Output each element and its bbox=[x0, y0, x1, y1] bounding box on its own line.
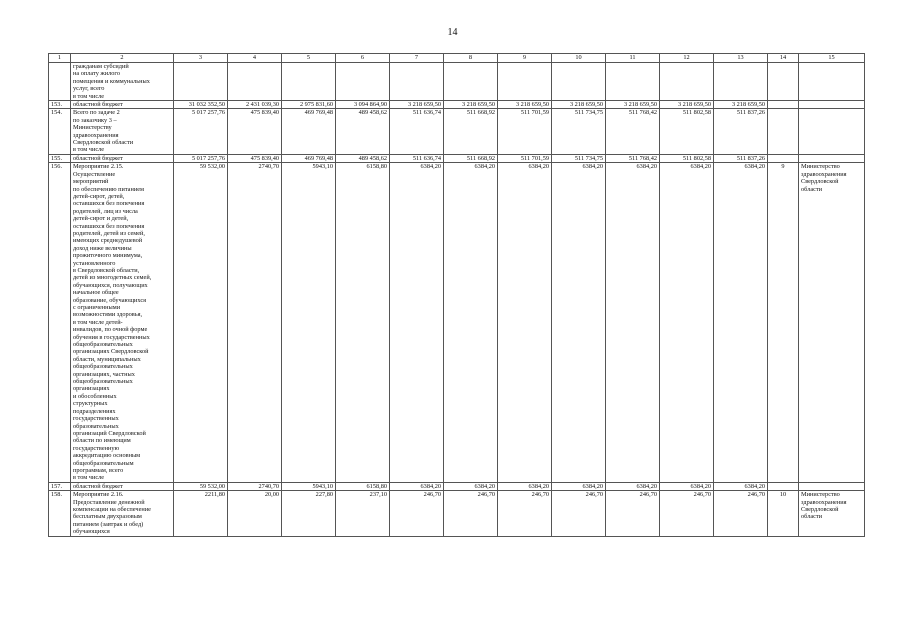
value-cell: 246,70 bbox=[552, 491, 606, 536]
header-cell: 6 bbox=[336, 54, 390, 63]
value-cell: 511 734,75 bbox=[552, 109, 606, 154]
value-cell bbox=[336, 63, 390, 101]
row-number-cell: 154. bbox=[49, 109, 71, 154]
table-row bbox=[49, 63, 865, 101]
header-cell: 9 bbox=[498, 54, 552, 63]
value-cell: 6158,80 bbox=[336, 482, 390, 490]
value-cell: 2 975 831,60 bbox=[282, 101, 336, 109]
value-cell: 3 218 659,50 bbox=[714, 101, 768, 109]
header-cell: 4 bbox=[228, 54, 282, 63]
value-cell: 6384,20 bbox=[606, 482, 660, 490]
value-cell: 31 032 352,50 bbox=[174, 101, 228, 109]
responsible-cell bbox=[799, 482, 865, 490]
header-cell: 7 bbox=[390, 54, 444, 63]
value-cell: 511 636,74 bbox=[390, 109, 444, 154]
responsible-cell bbox=[799, 109, 865, 154]
value-cell: 511 636,74 bbox=[390, 154, 444, 162]
value-cell: 511 668,92 bbox=[444, 109, 498, 154]
target-ref-cell bbox=[768, 63, 799, 101]
header-cell: 2 bbox=[71, 54, 174, 63]
value-cell: 6384,20 bbox=[498, 163, 552, 482]
row-name-cell: областной бюджет bbox=[71, 482, 174, 490]
value-cell: 6384,20 bbox=[660, 163, 714, 482]
value-cell: 511 701,59 bbox=[498, 109, 552, 154]
header-cell: 3 bbox=[174, 54, 228, 63]
value-cell bbox=[714, 63, 768, 101]
value-cell: 246,70 bbox=[714, 491, 768, 536]
row-number-cell: 156. bbox=[49, 163, 71, 482]
value-cell: 2740,70 bbox=[228, 163, 282, 482]
value-cell: 5943,10 bbox=[282, 482, 336, 490]
header-cell: 10 bbox=[552, 54, 606, 63]
value-cell: 511 802,58 bbox=[660, 109, 714, 154]
row-name-cell: гражданам субсидий на оплату жилого помещения и коммунальных услуг, всего в том числе bbox=[71, 63, 174, 101]
value-cell: 511 768,42 bbox=[606, 154, 660, 162]
value-cell bbox=[444, 63, 498, 101]
value-cell: 237,10 bbox=[336, 491, 390, 536]
header-cell: 1 bbox=[49, 54, 71, 63]
value-cell bbox=[390, 63, 444, 101]
target-ref-cell bbox=[768, 154, 799, 162]
value-cell: 469 769,48 bbox=[282, 154, 336, 162]
value-cell: 511 734,75 bbox=[552, 154, 606, 162]
row-name-cell: областной бюджет bbox=[71, 101, 174, 109]
value-cell bbox=[552, 63, 606, 101]
value-cell: 3 218 659,50 bbox=[390, 101, 444, 109]
table-row bbox=[49, 109, 865, 154]
responsible-cell bbox=[799, 63, 865, 101]
value-cell: 6384,20 bbox=[444, 163, 498, 482]
table-row bbox=[49, 154, 865, 162]
value-cell: 5 017 257,76 bbox=[174, 154, 228, 162]
value-cell: 511 802,58 bbox=[660, 154, 714, 162]
value-cell: 2211,80 bbox=[174, 491, 228, 536]
table-row bbox=[49, 101, 865, 109]
table-row bbox=[49, 491, 865, 536]
row-name-cell: областной бюджет bbox=[71, 154, 174, 162]
row-number-cell: 158. bbox=[49, 491, 71, 536]
header-cell: 14 bbox=[768, 54, 799, 63]
value-cell: 20,00 bbox=[228, 491, 282, 536]
value-cell: 246,70 bbox=[660, 491, 714, 536]
value-cell: 227,80 bbox=[282, 491, 336, 536]
header-cell: 8 bbox=[444, 54, 498, 63]
table-row bbox=[49, 482, 865, 490]
header-row bbox=[49, 54, 865, 63]
page-number: 14 bbox=[447, 27, 458, 38]
target-ref-cell: 9 bbox=[768, 163, 799, 482]
target-ref-cell bbox=[768, 482, 799, 490]
value-cell: 6384,20 bbox=[390, 163, 444, 482]
value-cell: 6384,20 bbox=[714, 482, 768, 490]
value-cell: 2 431 039,30 bbox=[228, 101, 282, 109]
value-cell bbox=[174, 63, 228, 101]
row-name-cell: Всего по задаче 2 по заказчику 3 – Министерству здравоохранения Свердловской области в том числе bbox=[71, 109, 174, 154]
value-cell: 3 218 659,50 bbox=[552, 101, 606, 109]
value-cell: 6384,20 bbox=[660, 482, 714, 490]
value-cell: 469 769,48 bbox=[282, 109, 336, 154]
value-cell: 6384,20 bbox=[444, 482, 498, 490]
value-cell: 2740,70 bbox=[228, 482, 282, 490]
value-cell: 6384,20 bbox=[552, 163, 606, 482]
value-cell: 511 668,92 bbox=[444, 154, 498, 162]
row-number-cell: 157. bbox=[49, 482, 71, 490]
value-cell: 246,70 bbox=[498, 491, 552, 536]
responsible-cell: Министерство здравоохранения Свердловской области bbox=[799, 163, 865, 482]
responsible-cell bbox=[799, 101, 865, 109]
header-cell: 13 bbox=[714, 54, 768, 63]
row-name-cell: Мероприятие 2.15. Осуществление мероприятий по обеспечению питанием детей-сирот, детей, оставшихся без попечения родителей, лиц из числа детей-сирот и детей, оставшихся без попечения родителей, детей из семей, имеющих среднедушевой доход ниже величины прожиточного минимума, установленного в Свердловской области, детей из многодетных семей, обучающихся, получающих начальное общее образование, обучающихся с ограниченными возможностями здоровья, в том числе детей- инвалидов, по очной форме обучения в государственных общеобразовательных организациях Свердловской области, муниципальных общеобразовательных организациях, частных общеобразовательных организациях и обособленных структурных подразделениях государственных образовательных организаций Свердловской области по имеющим государственную аккредитацию основным общеобразовательным программам, всего в том числе bbox=[71, 163, 174, 482]
row-number-cell bbox=[49, 63, 71, 101]
header-cell: 15 bbox=[799, 54, 865, 63]
value-cell: 246,70 bbox=[606, 491, 660, 536]
value-cell: 6384,20 bbox=[606, 163, 660, 482]
value-cell: 475 839,40 bbox=[228, 109, 282, 154]
row-number-cell: 153. bbox=[49, 101, 71, 109]
value-cell: 3 094 864,90 bbox=[336, 101, 390, 109]
value-cell: 3 218 659,50 bbox=[606, 101, 660, 109]
value-cell: 511 837,26 bbox=[714, 154, 768, 162]
value-cell: 489 458,62 bbox=[336, 154, 390, 162]
value-cell: 59 532,00 bbox=[174, 163, 228, 482]
header-cell: 5 bbox=[282, 54, 336, 63]
target-ref-cell bbox=[768, 109, 799, 154]
header-cell: 11 bbox=[606, 54, 660, 63]
value-cell: 3 218 659,50 bbox=[498, 101, 552, 109]
responsible-cell: Министерство здравоохранения Свердловской области bbox=[799, 491, 865, 536]
value-cell: 59 532,00 bbox=[174, 482, 228, 490]
value-cell: 246,70 bbox=[390, 491, 444, 536]
target-ref-cell: 10 bbox=[768, 491, 799, 536]
value-cell bbox=[606, 63, 660, 101]
row-name-cell: Мероприятие 2.16. Предоставление денежной компенсации на обеспечение бесплатным двухразовым питанием (завтрак и обед) обучающихся bbox=[71, 491, 174, 536]
value-cell: 3 218 659,50 bbox=[444, 101, 498, 109]
value-cell: 5943,10 bbox=[282, 163, 336, 482]
row-number-cell: 155. bbox=[49, 154, 71, 162]
value-cell bbox=[228, 63, 282, 101]
value-cell: 246,70 bbox=[444, 491, 498, 536]
header-cell: 12 bbox=[660, 54, 714, 63]
value-cell: 6158,80 bbox=[336, 163, 390, 482]
target-ref-cell bbox=[768, 101, 799, 109]
value-cell bbox=[660, 63, 714, 101]
value-cell: 511 837,26 bbox=[714, 109, 768, 154]
value-cell: 511 768,42 bbox=[606, 109, 660, 154]
value-cell: 3 218 659,50 bbox=[660, 101, 714, 109]
table-row bbox=[49, 163, 865, 482]
value-cell: 511 701,59 bbox=[498, 154, 552, 162]
value-cell: 6384,20 bbox=[552, 482, 606, 490]
value-cell bbox=[498, 63, 552, 101]
budget-table bbox=[48, 53, 865, 537]
value-cell: 475 839,40 bbox=[228, 154, 282, 162]
responsible-cell bbox=[799, 154, 865, 162]
value-cell: 6384,20 bbox=[498, 482, 552, 490]
value-cell: 489 458,62 bbox=[336, 109, 390, 154]
value-cell: 6384,20 bbox=[390, 482, 444, 490]
value-cell bbox=[282, 63, 336, 101]
value-cell: 5 017 257,76 bbox=[174, 109, 228, 154]
value-cell: 6384,20 bbox=[714, 163, 768, 482]
